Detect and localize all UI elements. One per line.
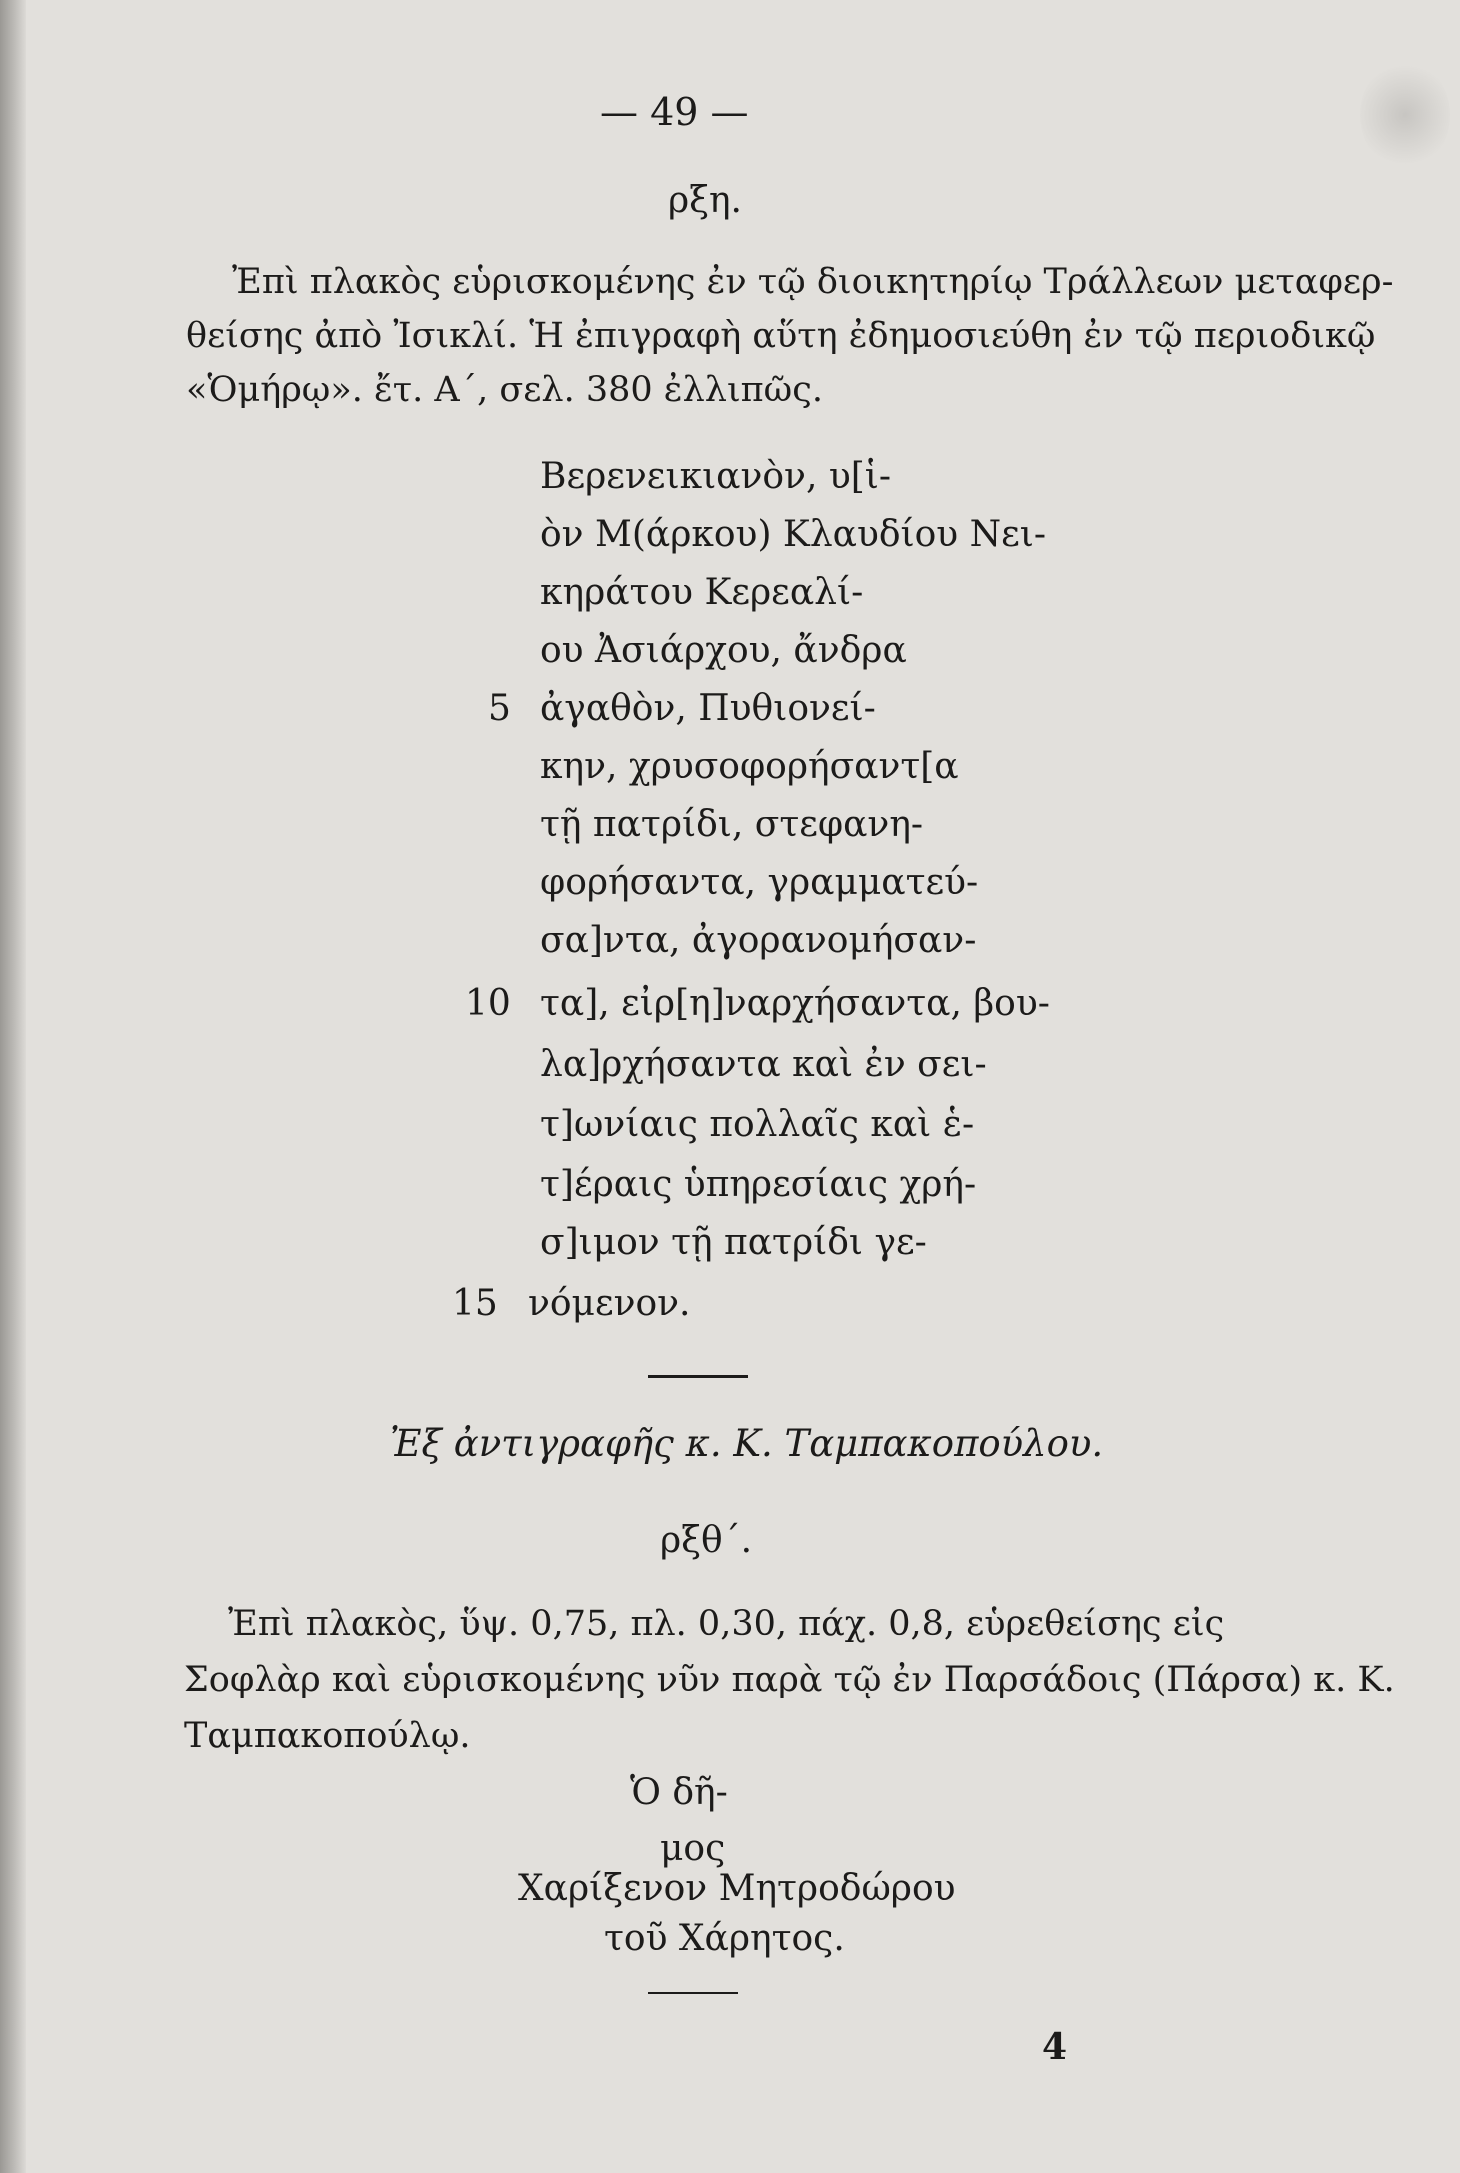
description-line: Ἐπὶ πλακὸς, ὕψ. 0,75, πλ. 0,30, πάχ. 0,8, εὑρεθείσης εἰς — [228, 1604, 1225, 1644]
inscription-text-line: κην, χρυσοφορήσαντ[α — [540, 746, 959, 787]
inscription-text-line: σ]ιμον τῇ πατρίδι γε- — [540, 1222, 927, 1263]
line-number: 5 — [488, 688, 511, 729]
book-spine-shadow — [0, 0, 26, 2173]
inscription-text-line: Ὁ δῆ- — [630, 1772, 728, 1813]
inscription-text-line: κηράτου Κερεαλί- — [540, 572, 864, 613]
description-line: «Ὁμήρῳ». ἔτ. Α΄, σελ. 380 ἐλλιπῶς. — [186, 370, 823, 410]
inscription-text-line: τοῦ Χάρητος. — [604, 1918, 845, 1959]
line-number: 10 — [465, 983, 511, 1024]
inscription-text-line: λα]ρχήσαντα καὶ ἐν σει- — [540, 1044, 987, 1085]
inscription-text-line: ου Ἀσιάρχου, ἄνδρα — [540, 630, 907, 671]
paper-stain — [1360, 60, 1450, 170]
page-number: — 49 — — [600, 90, 749, 134]
source-note: Ἐξ ἀντιγραφῆς κ. Κ. Ταμπακοπούλου. — [390, 1422, 1104, 1465]
inscription-text-line: τ]έραις ὑπηρεσίαις χρή- — [540, 1164, 977, 1205]
inscription-text-line: τα], εἰρ[η]ναρχήσαντα, βου- — [540, 983, 1050, 1024]
description-line: Σοφλὰρ καὶ εὑρισκομένης νῦν παρὰ τῷ ἐν Παρσάδοις (Πάρσα) κ. Κ. — [184, 1660, 1395, 1700]
section-divider — [648, 1375, 748, 1378]
signature-mark: 4 — [1042, 2026, 1068, 2068]
inscription-text-line: Βερενεικιανὸν, υ[ἱ- — [540, 456, 892, 497]
description-line: θείσης ἀπὸ Ἰσικλί. Ἡ ἐπιγραφὴ αὕτη ἐδημοσιεύθη ἐν τῷ περιοδικῷ — [186, 316, 1376, 356]
inscription-text-line: ὸν Μ(άρκου) Κλαυδίου Νει- — [540, 514, 1047, 555]
inscription-number: ρξθ΄. — [660, 1520, 753, 1561]
line-number: 15 — [452, 1283, 498, 1324]
inscription-text-line: τ]ωνίαις πολλαῖς καὶ ἑ- — [540, 1104, 975, 1145]
inscription-number: ρξη. — [668, 180, 743, 221]
inscription-text-line: μος — [660, 1828, 726, 1869]
inscription-text-line: τῇ πατρίδι, στεφανη- — [540, 804, 924, 845]
description-line: Ταμπακοπούλῳ. — [184, 1716, 471, 1756]
description-line: Ἐπὶ πλακὸς εὑρισκομένης ἐν τῷ διοικητηρίῳ Τράλλεων μεταφερ- — [232, 262, 1394, 302]
inscription-text-line: Χαρίξενον Μητροδώρου — [518, 1868, 956, 1909]
inscription-text-line: φορήσαντα, γραμματεύ- — [540, 862, 979, 903]
inscription-text-line: σα]ντα, ἀγορανομήσαν- — [540, 920, 977, 961]
inscription-text-line: ἀγαθὸν, Πυθιονεί- — [540, 688, 876, 729]
inscription-text-line: νόμενον. — [528, 1283, 691, 1324]
section-divider — [648, 1992, 738, 1994]
